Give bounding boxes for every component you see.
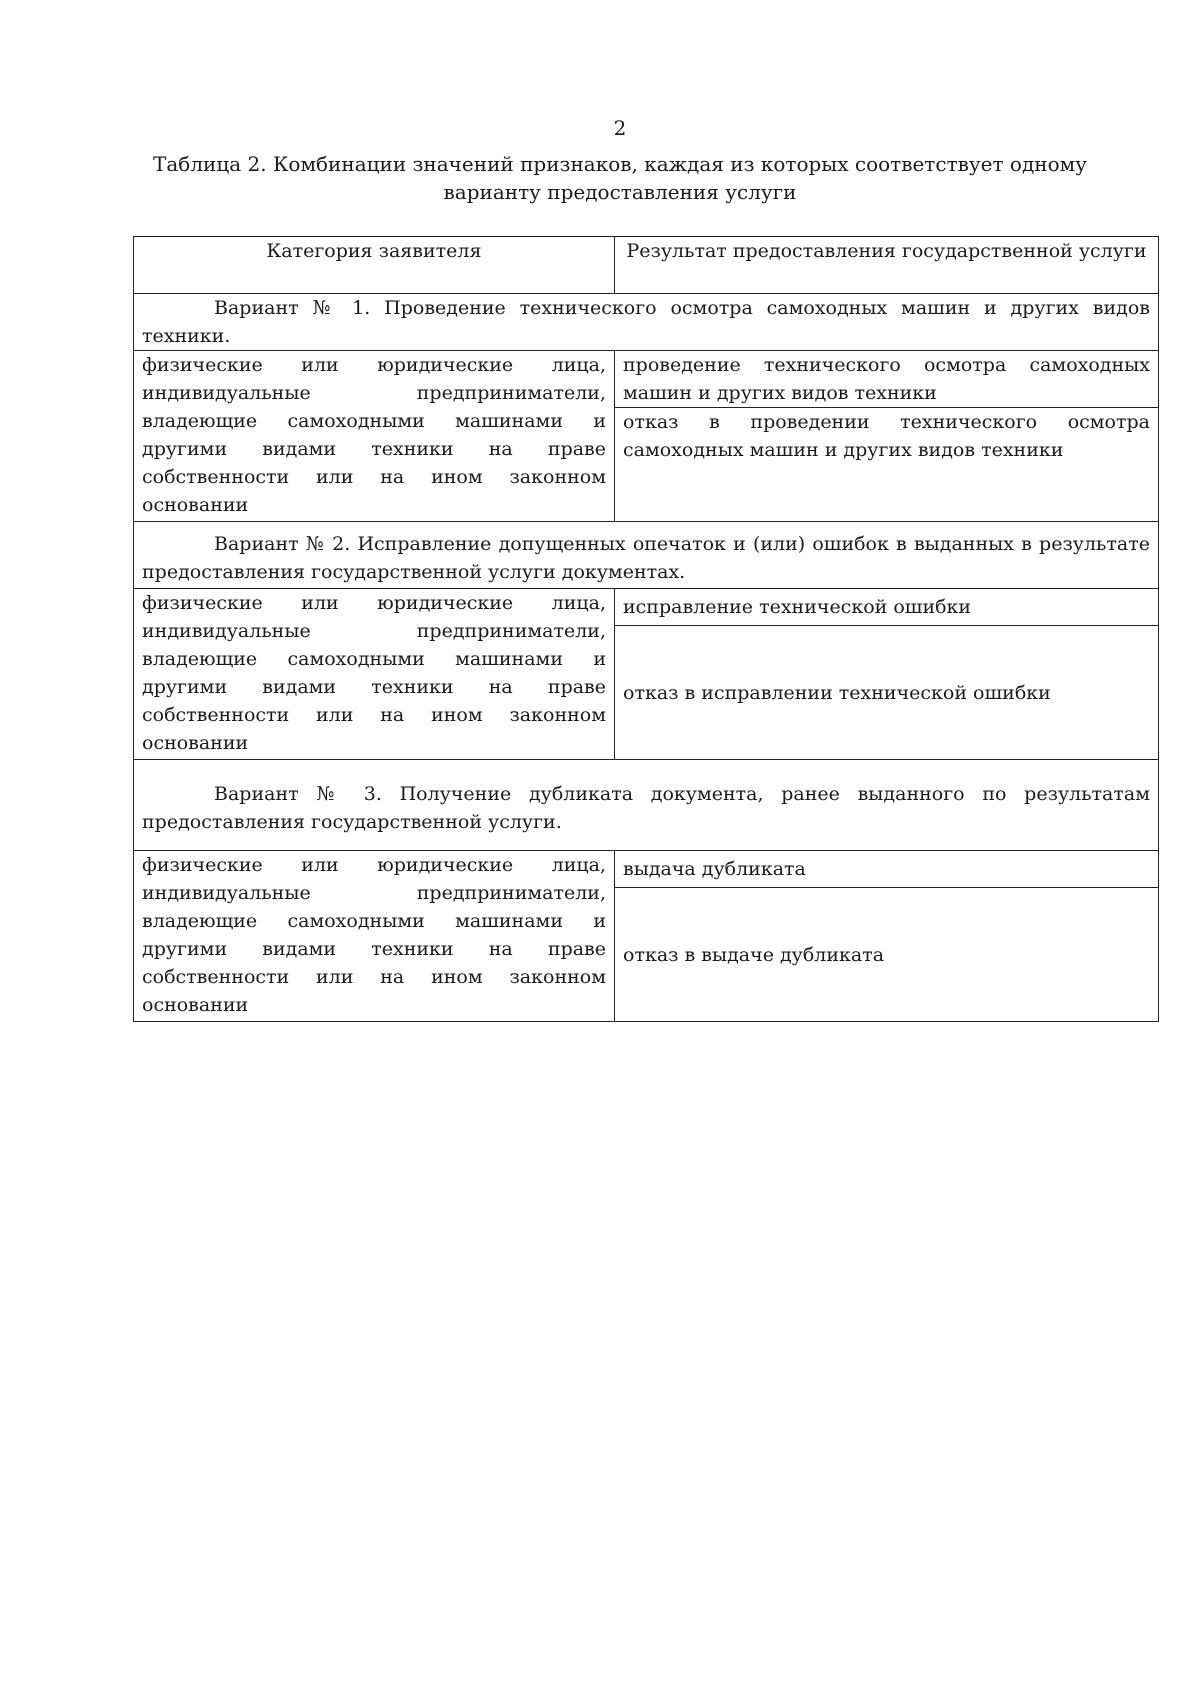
variant-3-applicant: физические или юридические лица, индивидуальные предприниматели, владеющие самоходными машинами и другими видами техники на праве собственности или на ином законном основании (134, 851, 615, 1022)
header-applicant-category: Категория заявителя (134, 237, 615, 294)
table-title: Таблица 2. Комбинации значений признаков, каждая из которых соответствует одному варианту предоставления услуги (153, 152, 1087, 204)
variant-3-title: Вариант № 3. Получение дубликата документа, ранее выданного по результатам предоставления государственной услуги. (134, 760, 1159, 851)
page-number: 2 (613, 116, 627, 140)
variant-1-title: Вариант № 1. Проведение технического осмотра самоходных машин и других видов техники. (134, 294, 1159, 351)
variants-table (133, 236, 1159, 1022)
variant-2-result-1: исправление технической ошибки (615, 589, 1159, 626)
variant-2-result-2: отказ в исправлении технической ошибки (615, 626, 1159, 760)
variant-1-result-2: отказ в проведении технического осмотра самоходных машин и других видов техники (615, 408, 1159, 522)
variant-2-title-row (134, 522, 1159, 589)
variant-2-applicant: физические или юридические лица, индивидуальные предприниматели, владеющие самоходными машинами и другими видами техники на праве собственности или на ином законном основании (134, 589, 615, 760)
header-service-result: Результат предоставления государственной услуги (615, 237, 1159, 294)
variant-2-title: Вариант № 2. Исправление допущенных опечаток и (или) ошибок в выданных в результате предоставления государственной услуги документах. (134, 522, 1159, 589)
variant-1-title-row (134, 294, 1159, 351)
variant-1-row-a (134, 351, 1159, 408)
variant-3-row-a (134, 851, 1159, 888)
variant-3-result-2: отказ в выдаче дубликата (615, 888, 1159, 1022)
variant-1-applicant: физические или юридические лица, индивидуальные предприниматели, владеющие самоходными машинами и другими видами техники на праве собственности или на ином законном основании (134, 351, 615, 522)
variant-1-result-1: проведение технического осмотра самоходных машин и других видов техники (615, 351, 1159, 408)
variant-3-result-1: выдача дубликата (615, 851, 1159, 888)
variant-3-title-row (134, 760, 1159, 851)
table-header-row (134, 237, 1159, 294)
variant-2-row-a (134, 589, 1159, 626)
